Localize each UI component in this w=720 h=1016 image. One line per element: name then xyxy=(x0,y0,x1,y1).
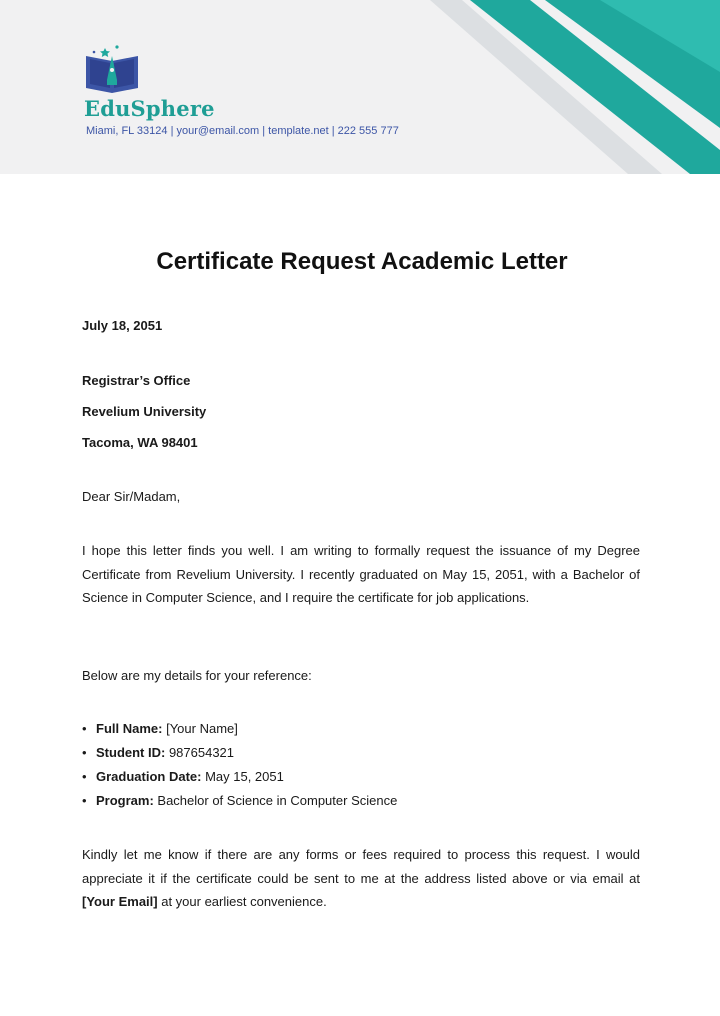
bullet-icon: • xyxy=(82,769,87,784)
letter-title: Certificate Request Academic Letter xyxy=(156,248,568,275)
closing-paragraph xyxy=(82,843,640,914)
letterhead xyxy=(0,0,720,174)
recipient-city: Tacoma, WA 98401 xyxy=(82,435,198,450)
email-placeholder: [Your Email] xyxy=(82,894,158,909)
letter-date: July 18, 2051 xyxy=(82,318,163,333)
detail-item-full-name xyxy=(82,717,397,741)
detail-item-program xyxy=(82,789,397,813)
details-intro: Below are my details for your reference: xyxy=(82,668,312,683)
detail-value: Bachelor of Science in Computer Science xyxy=(153,793,398,808)
bullet-icon: • xyxy=(82,745,87,760)
brand-name: EduSphere xyxy=(84,96,215,121)
intro-paragraph: I hope this letter finds you well. I am writing to formally request the issuance of my Degree Certificate from Revelium University. I recently graduated on May 15, 2051, with a Bachelor of Science in Computer Science, and I require the certificate for job applications. xyxy=(82,543,640,605)
details-list xyxy=(82,717,397,813)
recipient-office: Registrar’s Office xyxy=(82,373,191,388)
closing-text: Kindly let me know if there are any forms or fees required to process this request. I would appreciate it if the certificate could be sent to me at the address listed above or via email at xyxy=(82,847,640,886)
bullet-icon: • xyxy=(82,793,87,808)
detail-label: Student ID: xyxy=(96,745,166,760)
recipient-university: Revelium University xyxy=(82,404,207,419)
detail-label: Graduation Date: xyxy=(96,769,202,784)
detail-item-graduation-date xyxy=(82,765,397,789)
detail-value: [Your Name] xyxy=(162,721,238,736)
contact-line: Miami, FL 33124 | your@email.com | template.net | 222 555 777 xyxy=(86,125,399,137)
detail-item-student-id xyxy=(82,741,397,765)
salutation: Dear Sir/Madam, xyxy=(82,489,181,504)
bullet-icon: • xyxy=(82,721,87,736)
closing-text-end: at your earliest convenience. xyxy=(157,894,327,909)
book-pen-logo-icon xyxy=(84,40,140,96)
detail-value: 987654321 xyxy=(165,745,235,760)
detail-label: Full Name: xyxy=(96,721,163,736)
detail-value: May 15, 2051 xyxy=(201,769,284,784)
detail-label: Program: xyxy=(96,793,154,808)
